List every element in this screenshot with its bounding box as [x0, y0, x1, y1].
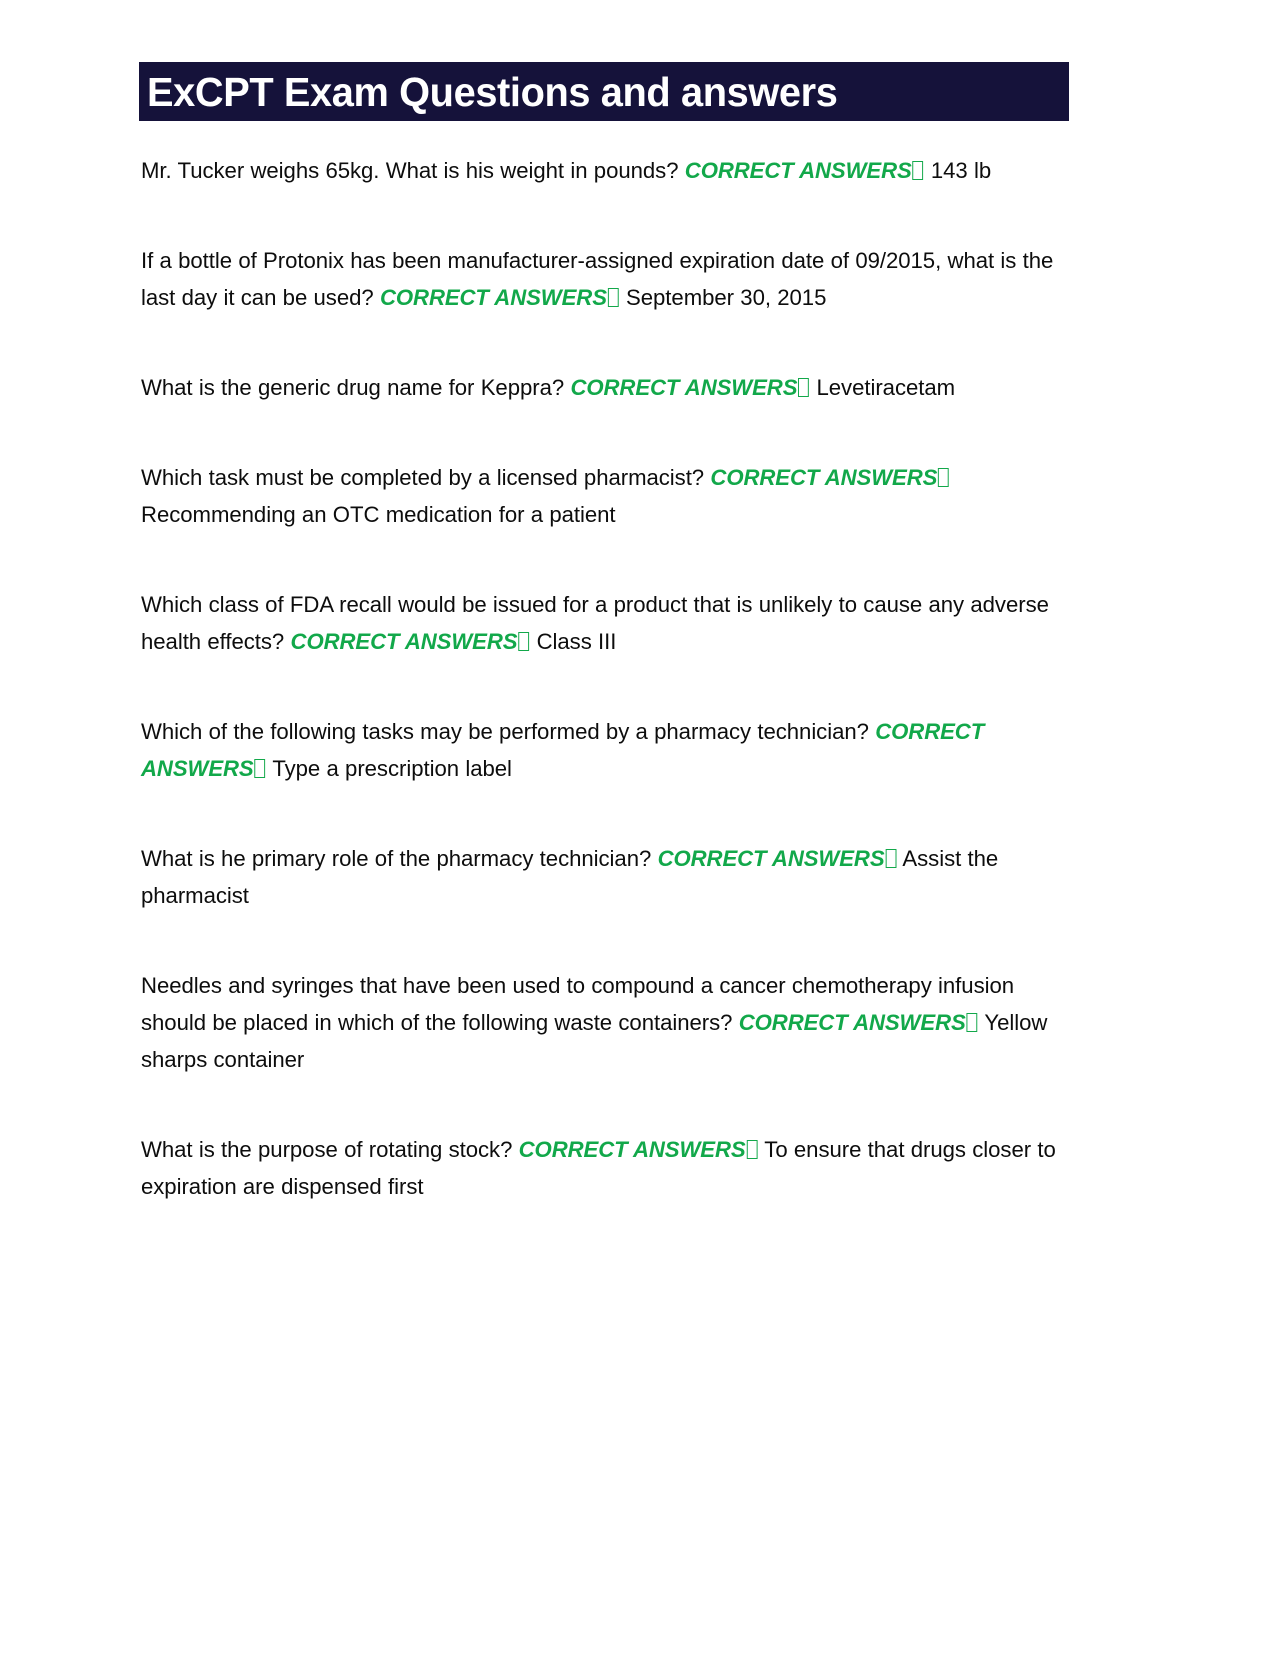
answer-text: To ensure that drugs closer to expiration are dispensed first: [141, 1137, 1056, 1199]
qa-item: [141, 152, 1057, 189]
question-text: Which class of FDA recall would be issued for a product that is unlikely to cause any adverse health effects?: [141, 592, 1049, 654]
question-text: What is the generic drug name for Keppra?: [141, 375, 565, 400]
missing-glyph-box-icon: [798, 378, 809, 397]
answer-text: Yellow sharps container: [141, 1010, 1048, 1072]
missing-glyph-box-icon: [255, 759, 266, 778]
question-text: Which of the following tasks may be performed by a pharmacy technician?: [141, 719, 869, 744]
correct-answers-marker: CORRECT ANSWERS: [710, 465, 938, 490]
question-text: What is he primary role of the pharmacy technician?: [141, 846, 652, 871]
correct-answers-marker: CORRECT ANSWERS: [738, 1010, 966, 1035]
missing-glyph-box-icon: [885, 849, 896, 868]
missing-glyph-box-icon: [608, 288, 619, 307]
answer-text: Assist the pharmacist: [141, 846, 999, 908]
missing-glyph-box-icon: [747, 1140, 758, 1159]
question-text: Needles and syringes that have been used to compound a cancer chemotherapy infusion should be placed in which of the following waste containers?: [141, 973, 1015, 1035]
qa-list: [141, 152, 1071, 1205]
correct-answers-marker: CORRECT ANSWERS: [657, 846, 885, 871]
answer-text: Type a prescription label: [272, 756, 512, 781]
qa-item: [141, 840, 1057, 914]
page-title: ExCPT Exam Questions and answers: [147, 68, 838, 115]
answer-text: Recommending an OTC medication for a patient: [141, 502, 616, 527]
correct-answers-marker: CORRECT ANSWERS: [290, 629, 518, 654]
correct-answers-marker: CORRECT ANSWERS: [684, 158, 912, 183]
question-text: Which task must be completed by a licensed pharmacist?: [141, 465, 705, 490]
qa-item: [141, 1131, 1057, 1205]
question-text: If a bottle of Protonix has been manufacturer-assigned expiration date of 09/2015, what is the last day it can be used?: [141, 248, 1054, 310]
qa-item: [141, 967, 1057, 1078]
missing-glyph-box-icon: [913, 161, 924, 180]
qa-item: [141, 369, 1057, 406]
missing-glyph-box-icon: [938, 468, 949, 487]
correct-answers-marker: CORRECT ANSWERS: [570, 375, 798, 400]
document-title-banner: [139, 62, 1069, 121]
missing-glyph-box-icon: [967, 1013, 978, 1032]
correct-answers-marker: CORRECT ANSWERS: [141, 719, 985, 781]
qa-item: [141, 242, 1057, 316]
answer-text: 143 lb: [930, 158, 992, 183]
answer-text: Levetiracetam: [816, 375, 956, 400]
qa-item: [141, 459, 1057, 533]
qa-item: [141, 713, 1057, 787]
question-text: What is the purpose of rotating stock?: [141, 1137, 513, 1162]
question-text: Mr. Tucker weighs 65kg. What is his weight in pounds?: [141, 158, 679, 183]
qa-item: [141, 586, 1057, 660]
correct-answers-marker: CORRECT ANSWERS: [379, 285, 607, 310]
missing-glyph-box-icon: [518, 632, 529, 651]
answer-text: September 30, 2015: [626, 285, 827, 310]
answer-text: Class III: [536, 629, 617, 654]
correct-answers-marker: CORRECT ANSWERS: [518, 1137, 746, 1162]
